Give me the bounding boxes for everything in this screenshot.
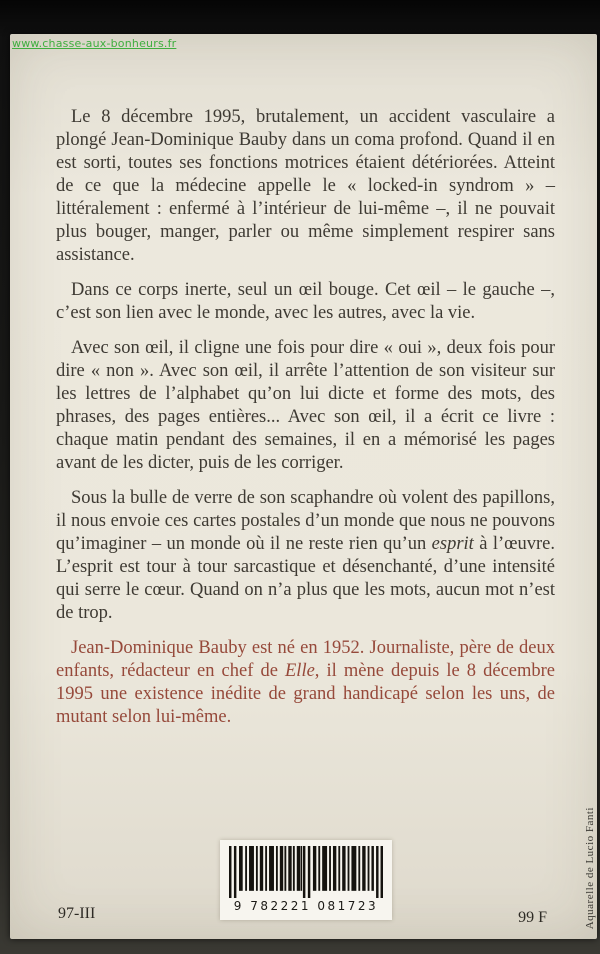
italic-word-elle: Elle: [285, 661, 315, 681]
barcode-number: 9 782221 081723: [233, 899, 379, 913]
barcode-bars-icon: [229, 846, 383, 898]
paragraph-4-segment: Sous la bulle de verre de son scaphandre où volent des papillons, il nous envoie ces cartes postales d’un monde que nous ne pouvons qu’imaginer – un monde où il ne reste rien qu’un: [56, 488, 555, 554]
illustration-credit: Aquarelle de Lucio Fanti: [584, 806, 596, 929]
bio-segment: , il mène depuis le 8 décembre 1995 une existence inédite de grand handicapé selon les uns, de mutant selon lui-même.: [56, 661, 556, 727]
barcode: [220, 840, 392, 920]
synopsis-paragraph-3: Avec son œil, il cligne une fois pour dire « oui », deux fois pour dire « non ». Avec son œil, il arrête l’attention de son visiteur sur les lettres de l’alphabet qu’on lui dicte et forme des mots, des phrases, des pages entières... Avec son œil, il a écrit ce livre : chaque matin pendant des semaines, il en a mémorisé les pages avant de les dicter, puis de les corriger.: [56, 338, 555, 473]
synopsis-paragraph-1: Le 8 décembre 1995, brutalement, un accident vasculaire a plongé Jean-Dominique Bauby dans un coma profond. Quand il en est sorti, toutes ses fonctions motrices étaient détériorées. Atteint de ce que la médecine appelle le « locked-in syndrom » – littéralement : enfermé à l’intérieur de lui-même –, il ne pouvait plus bouger, manger, parler ou même simplement respirer sans assistance.: [56, 107, 555, 265]
price: 99 F: [518, 909, 547, 926]
italic-word-esprit: esprit: [431, 534, 474, 554]
book-back-cover: [10, 34, 597, 939]
synopsis-text: [56, 106, 555, 741]
paragraph-4-segment: à l’œuvre. L’esprit est tour à tour sarcastique et désenchanté, d’une intensité qui serre le cœur. Quand on n’a plus que les mots, aucun mot n’est de trop.: [56, 534, 555, 623]
print-code: 97-III: [58, 905, 96, 922]
bio-segment: Jean-Dominique Bauby est né en 1952. Journaliste, père de deux enfants, rédacteur en chef de: [56, 638, 555, 681]
watermark-url: www.chasse-aux-bonheurs.fr: [12, 37, 177, 50]
synopsis-paragraph-4: [56, 487, 555, 625]
author-bio: [56, 637, 555, 729]
synopsis-paragraph-2: Dans ce corps inerte, seul un œil bouge. Cet œil – le gauche –, c’est son lien avec le monde, avec les autres, avec la vie.: [56, 280, 555, 323]
